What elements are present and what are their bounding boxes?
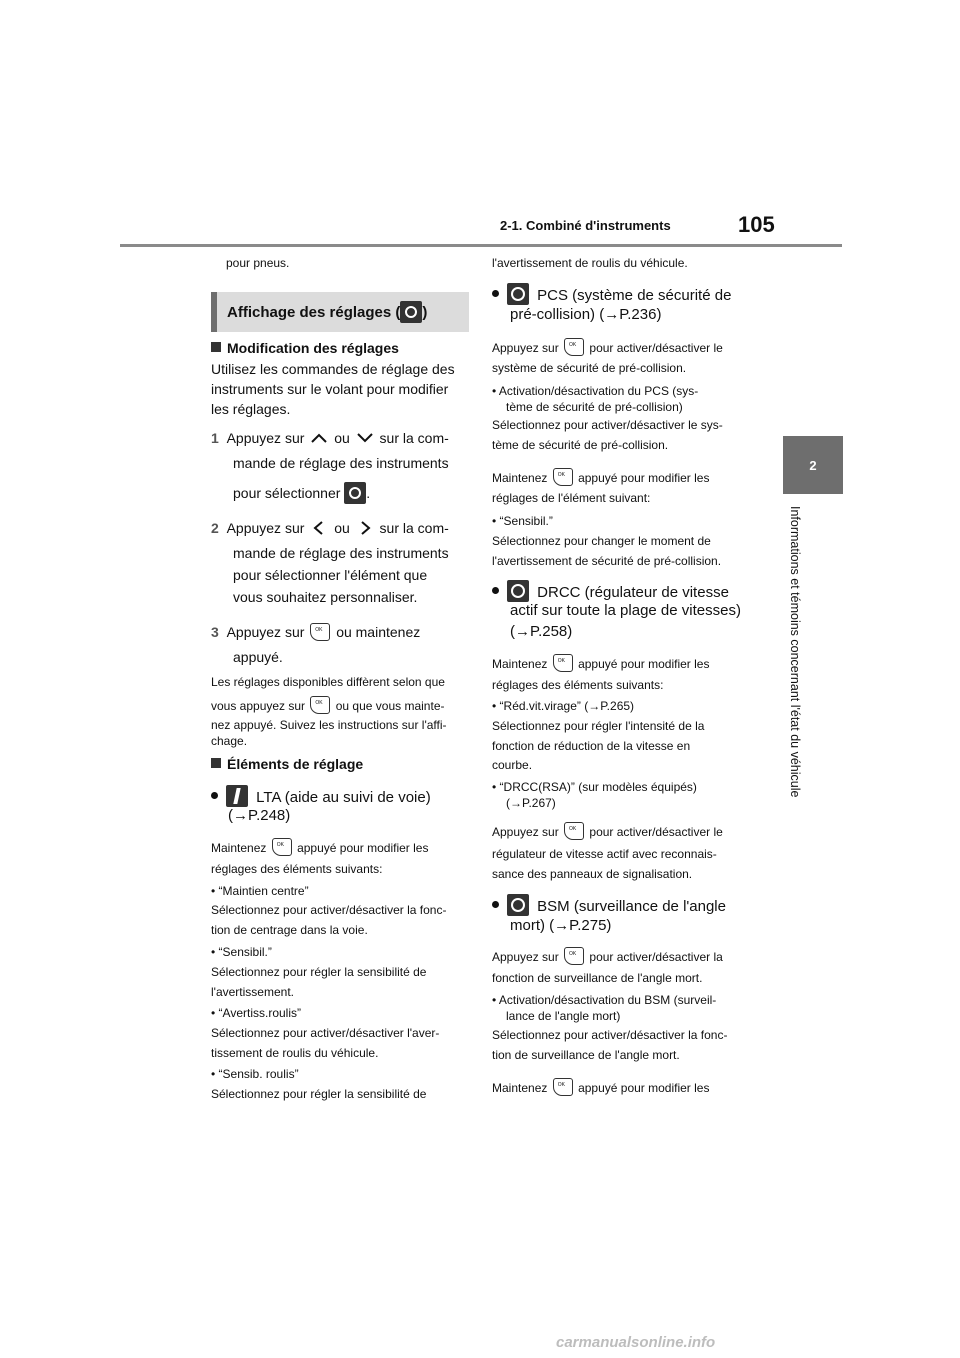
chapter-title: Informations et témoins concernant l'état du véhicule (788, 506, 802, 798)
text-line: • Activation/désactivation du BSM (surveil- (492, 993, 717, 1007)
step-1: 1 Appuyez sur ou sur la com- (211, 430, 449, 446)
ok-button-icon (553, 654, 573, 672)
text-line: (→P.267) (506, 796, 556, 810)
text-line: Maintenez OK appuyé pour modifier les (492, 1078, 709, 1096)
subheading-modification: Modification des réglages (211, 340, 399, 356)
text-line: Maintenez OK appuyé pour modifier les (211, 838, 428, 856)
text-line: • “Sensib. roulis” (211, 1067, 299, 1081)
text-line: l'avertissement. (211, 985, 294, 999)
gear-icon (344, 482, 366, 504)
chevron-down-icon (354, 430, 376, 446)
ok-button-icon (310, 696, 330, 714)
text-line: Sélectionnez pour activer/désactiver la fonc- (492, 1028, 728, 1042)
text-line: système de sécurité de pré-collision. (492, 361, 687, 375)
text-line: fonction de surveillance de l'angle mort. (492, 971, 703, 985)
text-line: sance des panneaux de signalisation. (492, 867, 693, 881)
text-line: tème de sécurité de pré-collision. (492, 438, 669, 452)
text-line: mande de réglage des instruments (233, 545, 449, 561)
note-line: nez appuyé. Suivez les instructions sur l'affi- (211, 718, 447, 732)
text-line: l'avertissement de roulis du véhicule. (492, 256, 688, 270)
text-line: tion de centrage dans la voie. (211, 923, 368, 937)
gear-icon (400, 301, 422, 323)
text-line: • “Réd.vit.virage” (→P.265) (492, 699, 635, 713)
text-line: (→P.258) (510, 623, 573, 640)
text-line: Sélectionnez pour activer/désactiver l'aver- (211, 1026, 440, 1040)
step-2: 2 Appuyez sur ou sur la com- (211, 520, 449, 536)
text-line: Maintenez OK appuyé pour modifier les (492, 654, 709, 672)
chevron-up-icon (308, 430, 330, 446)
text-line: Appuyez sur OK pour activer/désactiver le (492, 338, 723, 356)
subheading-elements: Éléments de réglage (211, 756, 363, 772)
text-line: Appuyez sur OK pour activer/désactiver la (492, 947, 723, 965)
text-line: • “Sensibil.” (211, 945, 272, 959)
bsm-heading: BSM (surveillance de l'angle (492, 894, 726, 916)
text-line: pré-collision) (→P.236) (510, 306, 662, 323)
text-line: pour pneus. (226, 256, 290, 270)
drcc-icon (507, 580, 529, 602)
ok-button-icon (310, 623, 330, 641)
ok-button-icon (553, 468, 573, 486)
text-line: • “Sensibil.” (492, 514, 553, 528)
text-line: • “Avertiss.roulis” (211, 1006, 301, 1020)
text-line: l'avertissement de sécurité de pré-collision. (492, 554, 722, 568)
note-line: chage. (211, 734, 248, 748)
text-line: mande de réglage des instruments (233, 455, 449, 471)
drcc-heading: DRCC (régulateur de vitesse (492, 580, 729, 602)
text-line: lance de l'angle mort) (506, 1009, 621, 1023)
header-rule (120, 244, 842, 247)
ok-button-icon (553, 1078, 573, 1096)
pcs-heading: PCS (système de sécurité de (492, 283, 731, 305)
bsm-icon (507, 894, 529, 916)
text-line: • “DRCC(RSA)” (sur modèles équipés) (492, 780, 697, 794)
text-line: tion de surveillance de l'angle mort. (492, 1048, 680, 1062)
text-line: fonction de réduction de la vitesse en (492, 739, 691, 753)
text-line: tissement de roulis du véhicule. (211, 1046, 379, 1060)
text-line: courbe. (492, 758, 533, 772)
page-number: 105 (738, 212, 775, 237)
text-line: Maintenez OK appuyé pour modifier les (492, 468, 709, 486)
text-line: Sélectionnez pour régler l'intensité de la (492, 719, 705, 733)
text-line: vous souhaitez personnaliser. (233, 589, 418, 605)
text-line: Sélectionnez pour changer le moment de (492, 534, 711, 548)
watermark: carmanualsonline.info (556, 1334, 716, 1351)
chapter-tab: 2 (783, 436, 843, 494)
text-line: régulateur de vitesse actif avec reconnais- (492, 847, 717, 861)
text-line: appuyé. (233, 649, 283, 665)
text-line: Sélectionnez pour régler la sensibilité de (211, 1087, 427, 1101)
text-line: Appuyez sur OK pour activer/désactiver le (492, 822, 723, 840)
text-line: réglages de l'élément suivant: (492, 491, 651, 505)
text-line: pour sélectionner . (233, 482, 370, 504)
chevron-left-icon (308, 520, 330, 536)
ok-button-icon (564, 947, 584, 965)
text-line: Sélectionnez pour régler la sensibilité de (211, 965, 427, 979)
lta-heading: LTA (aide au suivi de voie) (211, 785, 431, 807)
text-line: Sélectionnez pour activer/désactiver la fonc- (211, 903, 447, 917)
note-line: Les réglages disponibles diffèrent selon que (211, 675, 445, 689)
pcs-icon (507, 283, 529, 305)
note-line: vous appuyez sur OK ou que vous mainte- (211, 696, 444, 714)
text-line: actif sur toute la plage de vitesses) (510, 602, 741, 619)
text-line: • “Maintien centre” (211, 884, 309, 898)
text-line: Sélectionnez pour activer/désactiver le sys- (492, 418, 723, 432)
ok-button-icon (564, 338, 584, 356)
text-line: • Activation/désactivation du PCS (sys- (492, 384, 699, 398)
lta-icon (226, 785, 248, 807)
text-line: mort) (→P.275) (510, 917, 612, 934)
section-title: 2-1. Combiné d'instruments (500, 218, 671, 233)
text-line: réglages des éléments suivants: (211, 862, 383, 876)
text-line: les réglages. (211, 401, 291, 417)
text-line: (→P.248) (228, 807, 291, 824)
section-banner: Affichage des réglages ( ) (211, 292, 469, 332)
chevron-right-icon (354, 520, 376, 536)
text-line: tème de sécurité de pré-collision) (506, 400, 683, 414)
ok-button-icon (564, 822, 584, 840)
text-line: instruments sur le volant pour modifier (211, 381, 449, 397)
text-line: réglages des éléments suivants: (492, 678, 664, 692)
text-line: Utilisez les commandes de réglage des (211, 361, 455, 377)
text-line: pour sélectionner l'élément que (233, 567, 428, 583)
ok-button-icon (272, 838, 292, 856)
step-3: 3 Appuyez sur OK ou maintenez (211, 623, 420, 641)
